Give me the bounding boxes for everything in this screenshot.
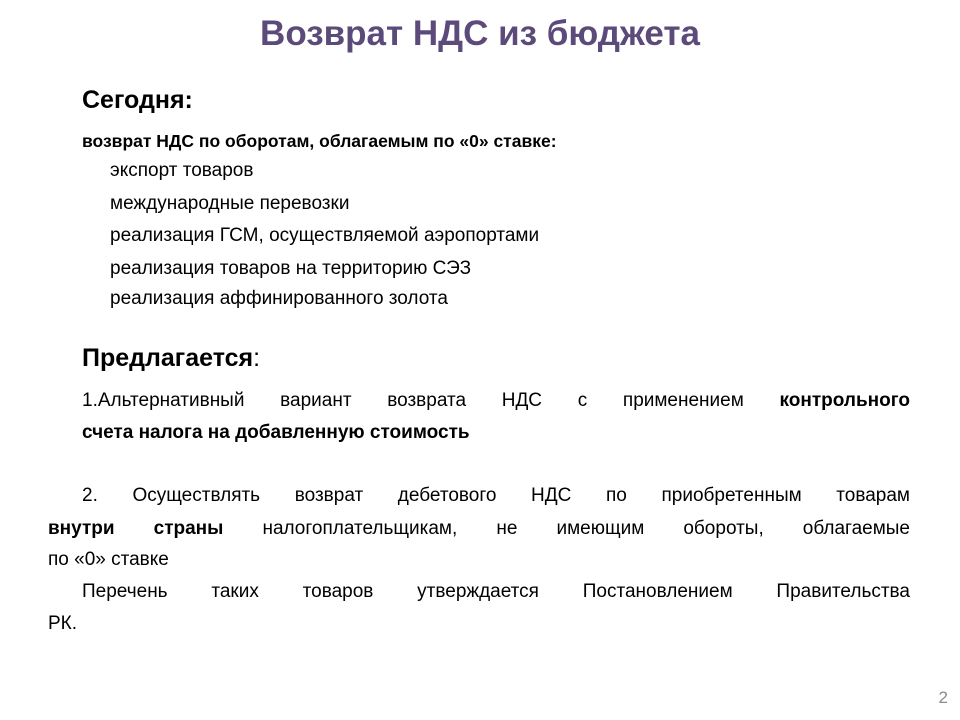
proposal-2-line-1: 2. Осуществлять возврат дебетового НДС по приобретенным товарам (82, 485, 910, 506)
list-item: экспорт товаров (110, 160, 254, 181)
proposal-3-line-1: Перечень таких товаров утверждается Постановлением Правительства (82, 581, 910, 602)
proposed-heading-text: Предлагается (82, 344, 254, 372)
proposed-heading (82, 344, 260, 373)
today-subheading: возврат НДС по оборотам, облагаемым по «0» ставке: (82, 131, 557, 151)
proposal-2-line-3: по «0» ставке (48, 549, 169, 570)
proposal-3-line-2: РК. (48, 613, 78, 634)
list-item: международные перевозки (110, 193, 350, 214)
page-number: 2 (938, 688, 948, 707)
today-heading: Сегодня: (82, 86, 193, 114)
proposal-1-line-1 (82, 390, 910, 412)
list-item: реализация товаров на территорию СЭЗ (110, 258, 472, 279)
proposed-heading-colon: : (253, 344, 261, 372)
bold-text: контрольного (779, 390, 910, 411)
text: налогоплательщикам, не имеющим обороты, облагаемые (223, 518, 910, 539)
list-item: реализация аффинированного золота (110, 288, 448, 309)
proposal-1-line-2: счета налога на добавленную стоимость (82, 422, 470, 443)
slide-title: Возврат НДС из бюджета (260, 14, 700, 53)
text: 1.Альтернативный вариант возврата НДС с применением (82, 390, 780, 411)
proposal-2-line-2 (48, 518, 910, 540)
bold-text: внутри страны (48, 518, 224, 539)
list-item: реализация ГСМ, осуществляемой аэропортами (110, 225, 540, 246)
